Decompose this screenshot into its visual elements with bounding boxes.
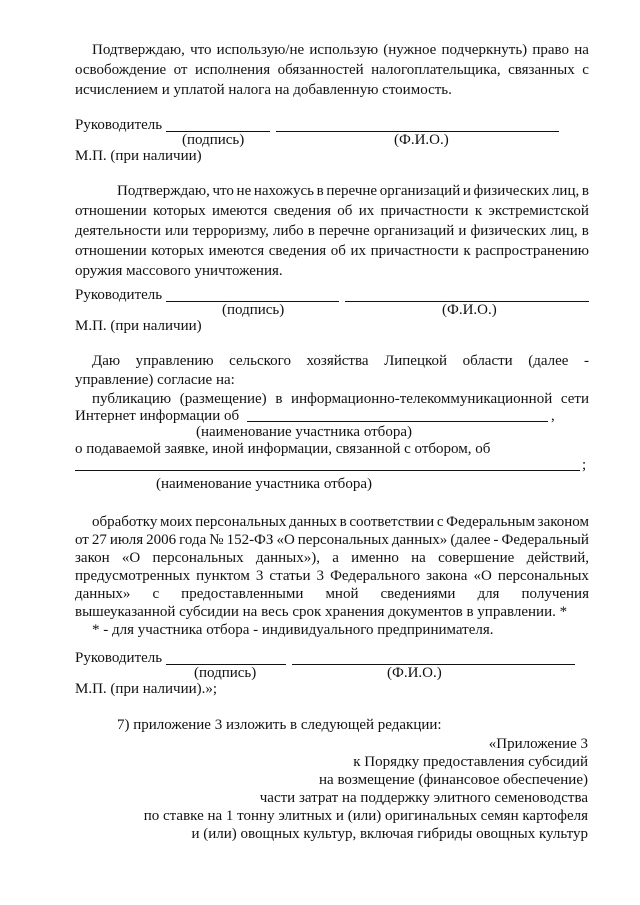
- word: данных»),: [255, 550, 320, 566]
- paragraph-line: исчислением и уплатой налога на добавленную стоимость.: [75, 82, 452, 98]
- fio-hint: (Ф.И.О.): [387, 665, 442, 681]
- word: персональных: [297, 532, 389, 548]
- paragraph-line: [75, 243, 589, 260]
- word: имеются: [208, 243, 265, 259]
- word: 3: [316, 568, 325, 584]
- word: мной: [325, 586, 359, 602]
- word: Липецкой: [384, 353, 448, 369]
- word: года: [179, 532, 207, 548]
- fio-hint: (Ф.И.О.): [442, 302, 497, 318]
- word: их: [358, 203, 375, 219]
- paragraph-line: [75, 203, 589, 220]
- paragraph-line: [92, 391, 589, 408]
- word: сведениями: [380, 586, 456, 602]
- word: с: [582, 62, 589, 78]
- signer-label: Руководитель: [75, 650, 163, 666]
- word: именно: [351, 550, 399, 566]
- word: а: [332, 550, 339, 566]
- word: с: [152, 586, 160, 602]
- word: персональных: [152, 550, 244, 566]
- word: в: [581, 223, 589, 239]
- word: отношении: [75, 203, 147, 219]
- word: причастности: [370, 243, 459, 259]
- paragraph-line: оружия массового уничтожения.: [75, 263, 283, 279]
- word: персональных: [497, 568, 589, 584]
- appendix-header-line: и (или) овощных культур, включая гибриды овощных культур: [191, 826, 588, 842]
- word: перечне: [318, 223, 370, 239]
- word: к: [474, 203, 483, 219]
- word: об: [337, 203, 353, 219]
- stamp-note: М.П. (при наличии): [75, 318, 202, 334]
- word: сведения: [268, 243, 327, 259]
- word: области: [462, 353, 513, 369]
- word: перечне: [326, 183, 378, 199]
- word: сельского: [229, 353, 291, 369]
- word: отношении: [75, 243, 147, 259]
- word: лиц,: [551, 183, 580, 199]
- word: Федерального: [330, 568, 421, 584]
- word: в: [581, 183, 589, 199]
- paragraph-line: [75, 550, 589, 567]
- word: моих: [160, 514, 193, 530]
- word: персональных: [195, 514, 287, 530]
- word: «О: [276, 532, 295, 548]
- word: налогоплательщика,: [371, 62, 501, 78]
- word: с: [436, 514, 444, 530]
- word: причастности: [380, 203, 469, 219]
- word: сети: [560, 391, 589, 407]
- word: использую: [309, 42, 379, 58]
- stamp-note: М.П. (при наличии).»;: [75, 681, 218, 697]
- appendix-header-line: по ставке на 1 тонну элитных и (или) оригинальных семян картофеля: [143, 808, 588, 824]
- word: закона: [426, 568, 468, 584]
- word: от: [75, 532, 89, 548]
- word: подчеркнуть): [441, 42, 528, 58]
- word: 3: [255, 568, 264, 584]
- word: либо: [272, 223, 304, 239]
- paragraph-line: [75, 223, 589, 240]
- paragraph-line: [117, 183, 589, 200]
- paragraph-line: [92, 514, 589, 531]
- word: -: [584, 353, 589, 369]
- stamp-note: М.П. (при наличии): [75, 148, 202, 164]
- word: 2006: [146, 532, 177, 548]
- word: их: [350, 243, 367, 259]
- field-hint: (наименование участника отбора): [196, 424, 412, 440]
- paragraph-line: [92, 42, 589, 59]
- word: пунктом: [196, 568, 250, 584]
- paragraph-line: [75, 62, 589, 79]
- word: предусмотренных: [75, 568, 191, 584]
- amendment-item: 7) приложение 3 изложить в следующей редакции:: [117, 717, 442, 733]
- word: распространению: [475, 243, 589, 259]
- word: получения: [521, 586, 589, 602]
- word: обработку: [92, 514, 158, 530]
- word: данных: [289, 514, 337, 530]
- word: освобождение: [75, 62, 167, 78]
- word: управлению: [135, 353, 214, 369]
- word: (далее: [450, 532, 491, 548]
- word: №: [209, 532, 224, 548]
- word: организаций: [379, 183, 461, 199]
- word: (размещение): [179, 391, 267, 407]
- word: -: [493, 532, 499, 548]
- word: исполнения: [194, 62, 271, 78]
- fio-hint: (Ф.И.О.): [394, 132, 449, 148]
- word: лиц,: [550, 223, 578, 239]
- word: использую/не: [216, 42, 305, 58]
- word: деятельности: [75, 223, 161, 239]
- word: об: [330, 243, 346, 259]
- word: что: [212, 183, 234, 199]
- word: закон: [75, 550, 110, 566]
- word: физических: [470, 223, 547, 239]
- paragraph-line: управление) согласие на:: [75, 372, 235, 388]
- appendix-header-line: «Приложение 3: [488, 736, 588, 752]
- word: 27: [91, 532, 107, 548]
- paragraph-line: Интернет информации об: [75, 408, 240, 424]
- word: обязанностей: [277, 62, 364, 78]
- word: Подтверждаю,: [117, 183, 210, 199]
- fill-line: [247, 421, 548, 422]
- word: данных»: [391, 532, 448, 548]
- word: организаций: [373, 223, 455, 239]
- paragraph-line: [92, 353, 589, 370]
- paragraph-line: [75, 586, 589, 603]
- word: для: [477, 586, 500, 602]
- signer-label: Руководитель: [75, 287, 163, 303]
- word: (далее: [528, 353, 569, 369]
- word: информационно-телекоммуникационной: [291, 391, 553, 407]
- appendix-header-line: на возмещение (финансовое обеспечение): [319, 772, 588, 788]
- word: совершение: [438, 550, 515, 566]
- word: или: [164, 223, 189, 239]
- word: что: [190, 42, 212, 58]
- word: от: [173, 62, 188, 78]
- word: на: [574, 42, 589, 58]
- word: «О: [121, 550, 141, 566]
- word: Федеральный: [501, 532, 589, 548]
- word: в: [316, 183, 324, 199]
- word: не: [236, 183, 252, 199]
- word: нахожусь: [253, 183, 314, 199]
- paragraph-line: вышеуказанной субсидии на весь срок хранения документов в управлении. *: [75, 604, 568, 620]
- word: публикацию: [92, 391, 172, 407]
- footnote: * - для участника отбора - индивидуального предпринимателя.: [92, 622, 494, 638]
- word: экстремистской: [488, 203, 589, 219]
- word: действий,: [526, 550, 589, 566]
- paragraph-line: о подаваемой заявке, иной информации, связанной с отбором, об: [75, 441, 491, 457]
- signature-hint: (подпись): [222, 302, 285, 318]
- word: 152-ФЗ: [226, 532, 274, 548]
- word: в: [339, 514, 347, 530]
- signer-label: Руководитель: [75, 117, 163, 133]
- word: законом: [537, 514, 589, 530]
- word: Подтверждаю,: [92, 42, 185, 58]
- word: соответствии: [349, 514, 435, 530]
- word: которых: [152, 203, 206, 219]
- word: «О: [473, 568, 492, 584]
- word: терроризму,: [192, 223, 269, 239]
- appendix-header-line: к Порядку предоставления субсидий: [353, 754, 588, 770]
- word: на: [411, 550, 426, 566]
- punctuation: ,: [551, 408, 555, 424]
- field-hint: (наименование участника отбора): [156, 476, 372, 492]
- word: и: [458, 223, 467, 239]
- word: к: [463, 243, 471, 259]
- word: в: [275, 391, 283, 407]
- word: имеются: [211, 203, 268, 219]
- word: в: [307, 223, 315, 239]
- paragraph-line: [75, 532, 589, 549]
- word: связанных: [508, 62, 575, 78]
- word: сведения: [273, 203, 332, 219]
- signature-hint: (подпись): [194, 665, 257, 681]
- punctuation: ;: [582, 457, 587, 473]
- word: и: [462, 183, 471, 199]
- word: предоставленными: [181, 586, 304, 602]
- word: которых: [151, 243, 205, 259]
- word: статьи: [269, 568, 311, 584]
- word: (нужное: [383, 42, 437, 58]
- appendix-header-line: части затрат на поддержку элитного семеноводства: [259, 790, 588, 806]
- word: июля: [109, 532, 144, 548]
- word: физических: [473, 183, 550, 199]
- word: право: [532, 42, 570, 58]
- word: данных»: [75, 586, 131, 602]
- paragraph-line: [75, 568, 589, 585]
- signature-hint: (подпись): [182, 132, 245, 148]
- fill-line: [75, 470, 580, 471]
- word: Федеральным: [446, 514, 535, 530]
- word: Даю: [92, 353, 121, 369]
- word: хозяйства: [306, 353, 369, 369]
